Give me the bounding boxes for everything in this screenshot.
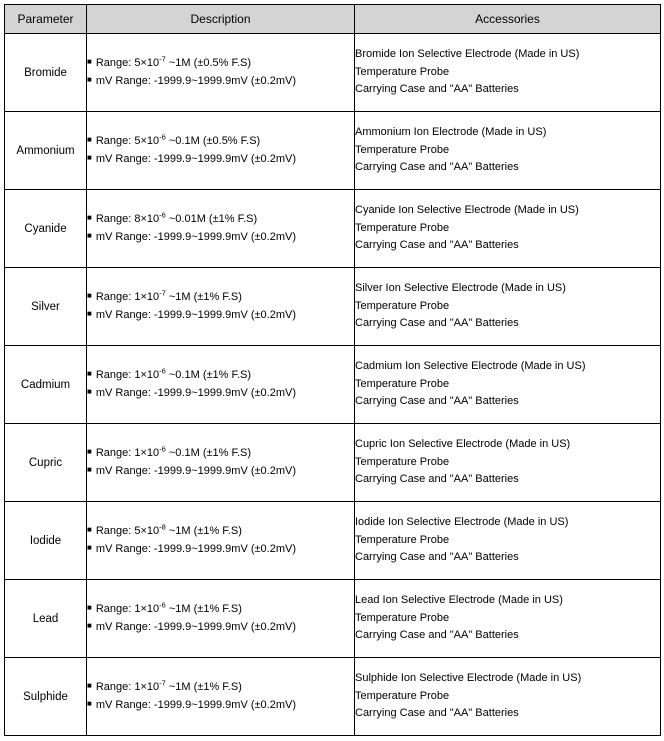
bullet-square-icon: ■ [87,56,92,66]
bullet-square-icon: ■ [87,290,92,300]
bullet-square-icon: ■ [87,368,92,378]
table-row [5,346,661,424]
range-exponent: -6 [159,132,166,142]
description-cell [87,112,355,190]
table-header-row [5,5,661,34]
mv-range-line [87,307,354,325]
range-exponent: -8 [159,522,166,532]
mv-range-text: mV Range: -1999.9~1999.9mV (±0.2mV) [95,308,297,321]
range-mantissa: 1×10 [134,680,160,693]
accessories-cell [355,502,661,580]
accessories-cell [355,190,661,268]
range-exponent: -6 [159,366,166,376]
range-mantissa: 5×10 [134,134,160,147]
description-cell [87,268,355,346]
accessories-cell [355,34,661,112]
bullet-square-icon: ■ [87,134,92,144]
mv-range-line [87,229,354,247]
accessory-line: Carrying Case and "AA" Batteries [355,629,519,642]
mv-range-line [87,73,354,91]
parameter-cell: Cupric [5,424,87,502]
bullet-square-icon: ■ [87,230,92,240]
mv-range-text: mV Range: -1999.9~1999.9mV (±0.2mV) [95,152,297,165]
range-remainder: ~1M (±1% F.S) [165,602,242,615]
range-remainder: ~0.01M (±1% F.S) [165,212,258,225]
parameter-cell: Cyanide [5,190,87,268]
accessory-line: Sulphide Ion Selective Electrode (Made in US) [355,671,582,684]
range-label: Range: [95,134,135,147]
bullet-square-icon: ■ [87,464,92,474]
range-exponent: -7 [159,678,166,688]
range-label: Range: [95,212,135,225]
accessory-line: Ammonium Ion Electrode (Made in US) [355,125,547,138]
bullet-square-icon: ■ [87,212,92,222]
parameter-cell: Ammonium [5,112,87,190]
bullet-square-icon: ■ [87,680,92,690]
mv-range-line [87,463,354,481]
range-line [87,211,354,229]
range-remainder: ~1M (±1% F.S) [165,680,242,693]
description-cell [87,190,355,268]
description-cell [87,502,355,580]
accessory-line: Carrying Case and "AA" Batteries [355,239,519,252]
parameter-cell: Sulphide [5,658,87,736]
accessory-line: Cyanide Ion Selective Electrode (Made in US) [355,203,579,216]
table-row [5,34,661,112]
range-remainder: ~1M (±0.5% F.S) [165,56,252,69]
mv-range-text: mV Range: -1999.9~1999.9mV (±0.2mV) [95,464,297,477]
column-header-parameter: Parameter [5,5,87,34]
bullet-square-icon: ■ [87,386,92,396]
parameter-cell: Silver [5,268,87,346]
mv-range-text: mV Range: -1999.9~1999.9mV (±0.2mV) [95,230,297,243]
accessory-line: Temperature Probe [355,65,450,78]
accessory-line: Temperature Probe [355,455,450,468]
accessory-line: Bromide Ion Selective Electrode (Made in US) [355,47,580,60]
column-header-description: Description [87,5,355,34]
bullet-square-icon: ■ [87,524,92,534]
bullet-square-icon: ■ [87,620,92,630]
bullet-square-icon: ■ [87,74,92,84]
bullet-square-icon: ■ [87,698,92,708]
accessory-line: Temperature Probe [355,689,450,702]
table-row [5,580,661,658]
range-exponent: -6 [159,210,166,220]
accessory-line: Temperature Probe [355,221,450,234]
range-mantissa: 5×10 [134,524,160,537]
accessory-line: Carrying Case and "AA" Batteries [355,317,519,330]
accessory-line: Temperature Probe [355,299,450,312]
mv-range-line [87,151,354,169]
description-cell [87,580,355,658]
accessory-line: Temperature Probe [355,143,450,156]
accessory-line: Carrying Case and "AA" Batteries [355,551,519,564]
table-row [5,268,661,346]
range-label: Range: [95,680,135,693]
parameter-cell: Bromide [5,34,87,112]
table-row [5,112,661,190]
range-mantissa: 8×10 [134,212,160,225]
range-remainder: ~0.1M (±0.5% F.S) [165,134,261,147]
range-label: Range: [95,524,135,537]
range-label: Range: [95,602,135,615]
accessory-line: Cadmium Ion Selective Electrode (Made in US) [355,359,586,372]
description-cell [87,658,355,736]
accessory-line: Temperature Probe [355,377,450,390]
accessories-cell [355,112,661,190]
table-row [5,424,661,502]
range-label: Range: [95,368,135,381]
accessories-cell [355,580,661,658]
accessory-line: Iodide Ion Selective Electrode (Made in US) [355,515,569,528]
parameter-cell: Cadmium [5,346,87,424]
description-cell [87,424,355,502]
table-row [5,658,661,736]
range-label: Range: [95,56,135,69]
accessories-cell [355,268,661,346]
range-line [87,55,354,73]
description-cell [87,34,355,112]
range-line [87,601,354,619]
accessory-line: Temperature Probe [355,611,450,624]
range-line [87,367,354,385]
mv-range-line [87,385,354,403]
range-label: Range: [95,446,135,459]
bullet-square-icon: ■ [87,152,92,162]
mv-range-text: mV Range: -1999.9~1999.9mV (±0.2mV) [95,74,297,87]
mv-range-text: mV Range: -1999.9~1999.9mV (±0.2mV) [95,386,297,399]
accessory-line: Carrying Case and "AA" Batteries [355,161,519,174]
column-header-accessories: Accessories [355,5,661,34]
range-remainder: ~1M (±1% F.S) [165,290,242,303]
mv-range-line [87,697,354,715]
accessory-line: Carrying Case and "AA" Batteries [355,83,519,96]
range-mantissa: 1×10 [134,368,160,381]
bullet-square-icon: ■ [87,446,92,456]
description-cell [87,346,355,424]
range-exponent: -6 [159,444,166,454]
accessories-cell [355,658,661,736]
mv-range-line [87,619,354,637]
accessory-line: Cupric Ion Selective Electrode (Made in US) [355,437,571,450]
table-body [5,34,661,736]
accessory-line: Carrying Case and "AA" Batteries [355,473,519,486]
range-exponent: -6 [159,600,166,610]
bullet-square-icon: ■ [87,308,92,318]
range-mantissa: 1×10 [134,290,160,303]
range-exponent: -7 [159,288,166,298]
range-line [87,523,354,541]
table-row [5,502,661,580]
range-mantissa: 1×10 [134,446,160,459]
accessories-cell [355,424,661,502]
accessory-line: Carrying Case and "AA" Batteries [355,707,519,720]
range-remainder: ~0.1M (±1% F.S) [165,446,252,459]
table-row [5,190,661,268]
range-line [87,289,354,307]
mv-range-text: mV Range: -1999.9~1999.9mV (±0.2mV) [95,542,297,555]
range-mantissa: 1×10 [134,602,160,615]
accessory-line: Lead Ion Selective Electrode (Made in US) [355,593,563,606]
range-line [87,133,354,151]
accessories-cell [355,346,661,424]
mv-range-text: mV Range: -1999.9~1999.9mV (±0.2mV) [95,698,297,711]
mv-range-text: mV Range: -1999.9~1999.9mV (±0.2mV) [95,620,297,633]
range-remainder: ~0.1M (±1% F.S) [165,368,252,381]
bullet-square-icon: ■ [87,542,92,552]
range-line [87,445,354,463]
accessory-line: Carrying Case and "AA" Batteries [355,395,519,408]
range-mantissa: 5×10 [134,56,160,69]
mv-range-line [87,541,354,559]
range-exponent: -7 [159,54,166,64]
range-remainder: ~1M (±1% F.S) [165,524,242,537]
bullet-square-icon: ■ [87,602,92,612]
accessory-line: Silver Ion Selective Electrode (Made in US) [355,281,566,294]
parameter-cell: Iodide [5,502,87,580]
accessory-line: Temperature Probe [355,533,450,546]
specification-table [4,4,661,736]
range-line [87,679,354,697]
range-label: Range: [95,290,135,303]
parameter-cell: Lead [5,580,87,658]
table-header [5,5,661,34]
